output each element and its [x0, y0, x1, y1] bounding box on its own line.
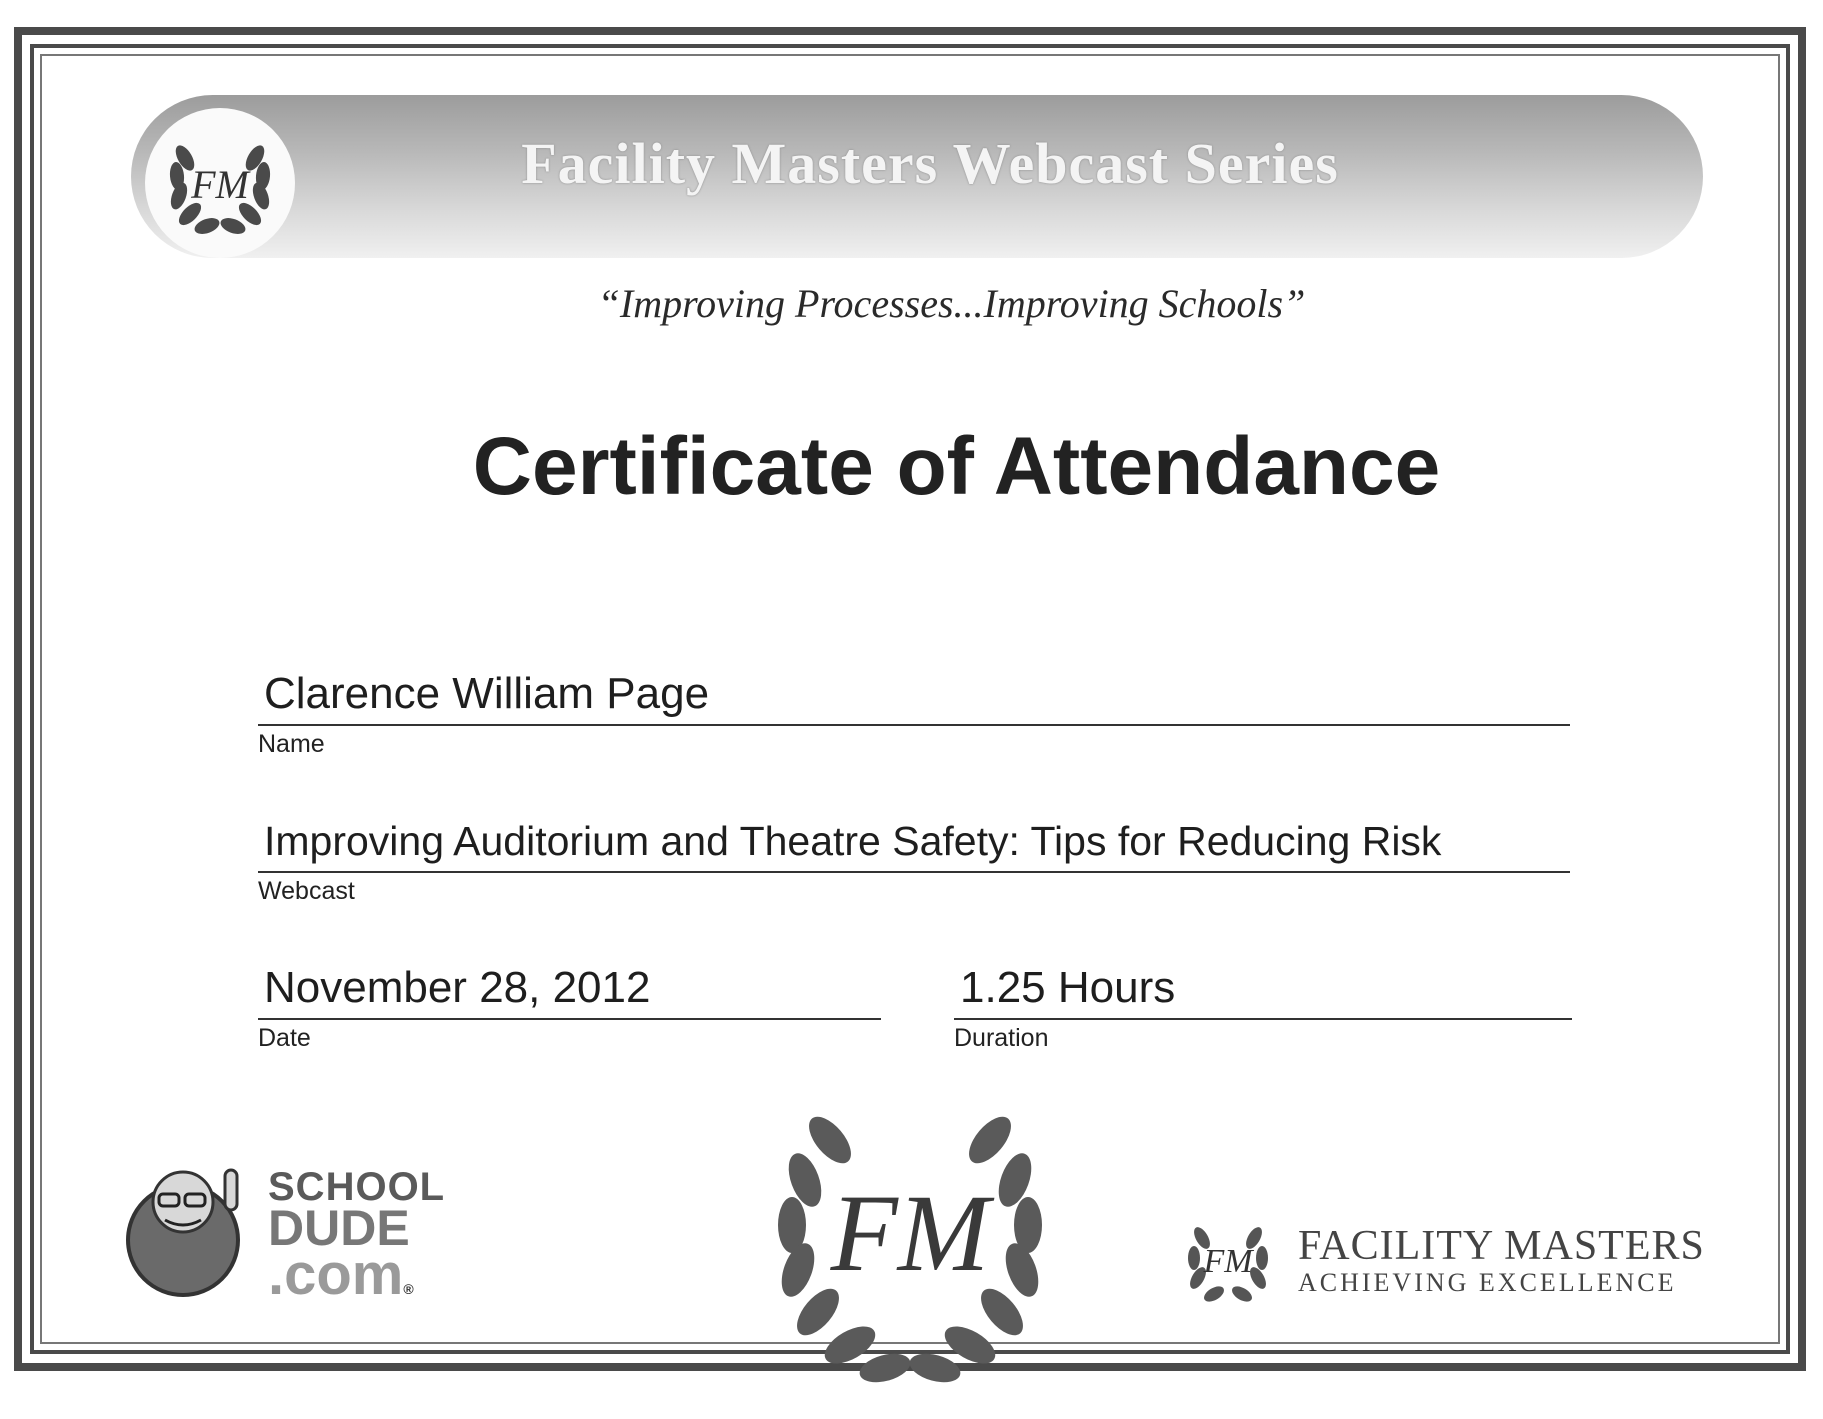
series-title: Facility Masters Webcast Series: [521, 131, 1339, 196]
webcast-duration: 1.25 Hours: [960, 963, 1176, 1012]
fm-laurel-logo-icon: [155, 118, 285, 248]
facility-masters-name: FACILITY MASTERS: [1298, 1223, 1705, 1269]
tagline: “Improving Processes...Improving Schools”: [597, 281, 1306, 326]
duration-field: [954, 962, 1572, 1053]
schooldude-line1: SCHOOL: [268, 1165, 446, 1209]
schooldude-line3: .com®: [268, 1242, 414, 1307]
webcast-underline: [258, 871, 1570, 873]
attendee-name: Clarence William Page: [264, 669, 710, 718]
duration-underline: [954, 1018, 1572, 1020]
facility-masters-slogan: ACHIEVING EXCELLENCE: [1298, 1268, 1677, 1297]
webcast-field: [258, 815, 1570, 906]
schooldude-wordmark: [268, 1165, 446, 1314]
facility-masters-laurel-icon: [1178, 1210, 1278, 1310]
name-field: [258, 668, 1570, 759]
webcast-title: Improving Auditorium and Theatre Safety: Tips for Reducing Risk: [264, 818, 1442, 864]
fm-seal-laurel-icon: [750, 1110, 1070, 1400]
svg-text:FM: FM: [191, 162, 249, 207]
date-field: [258, 962, 881, 1053]
name-underline: [258, 724, 1570, 726]
webcast-label: Webcast: [258, 877, 355, 905]
certificate-title: Certificate of Attendance: [472, 421, 1441, 512]
schooldude-mascot-icon: [115, 1150, 265, 1300]
date-underline: [258, 1018, 881, 1020]
svg-text:FM: FM: [1203, 1243, 1253, 1280]
attendance-date: November 28, 2012: [264, 963, 651, 1012]
svg-text:FM: FM: [830, 1172, 990, 1294]
date-label: Date: [258, 1024, 311, 1052]
duration-label: Duration: [954, 1024, 1049, 1052]
name-label: Name: [258, 730, 325, 758]
schooldude-line2: DUDE: [268, 1200, 410, 1256]
